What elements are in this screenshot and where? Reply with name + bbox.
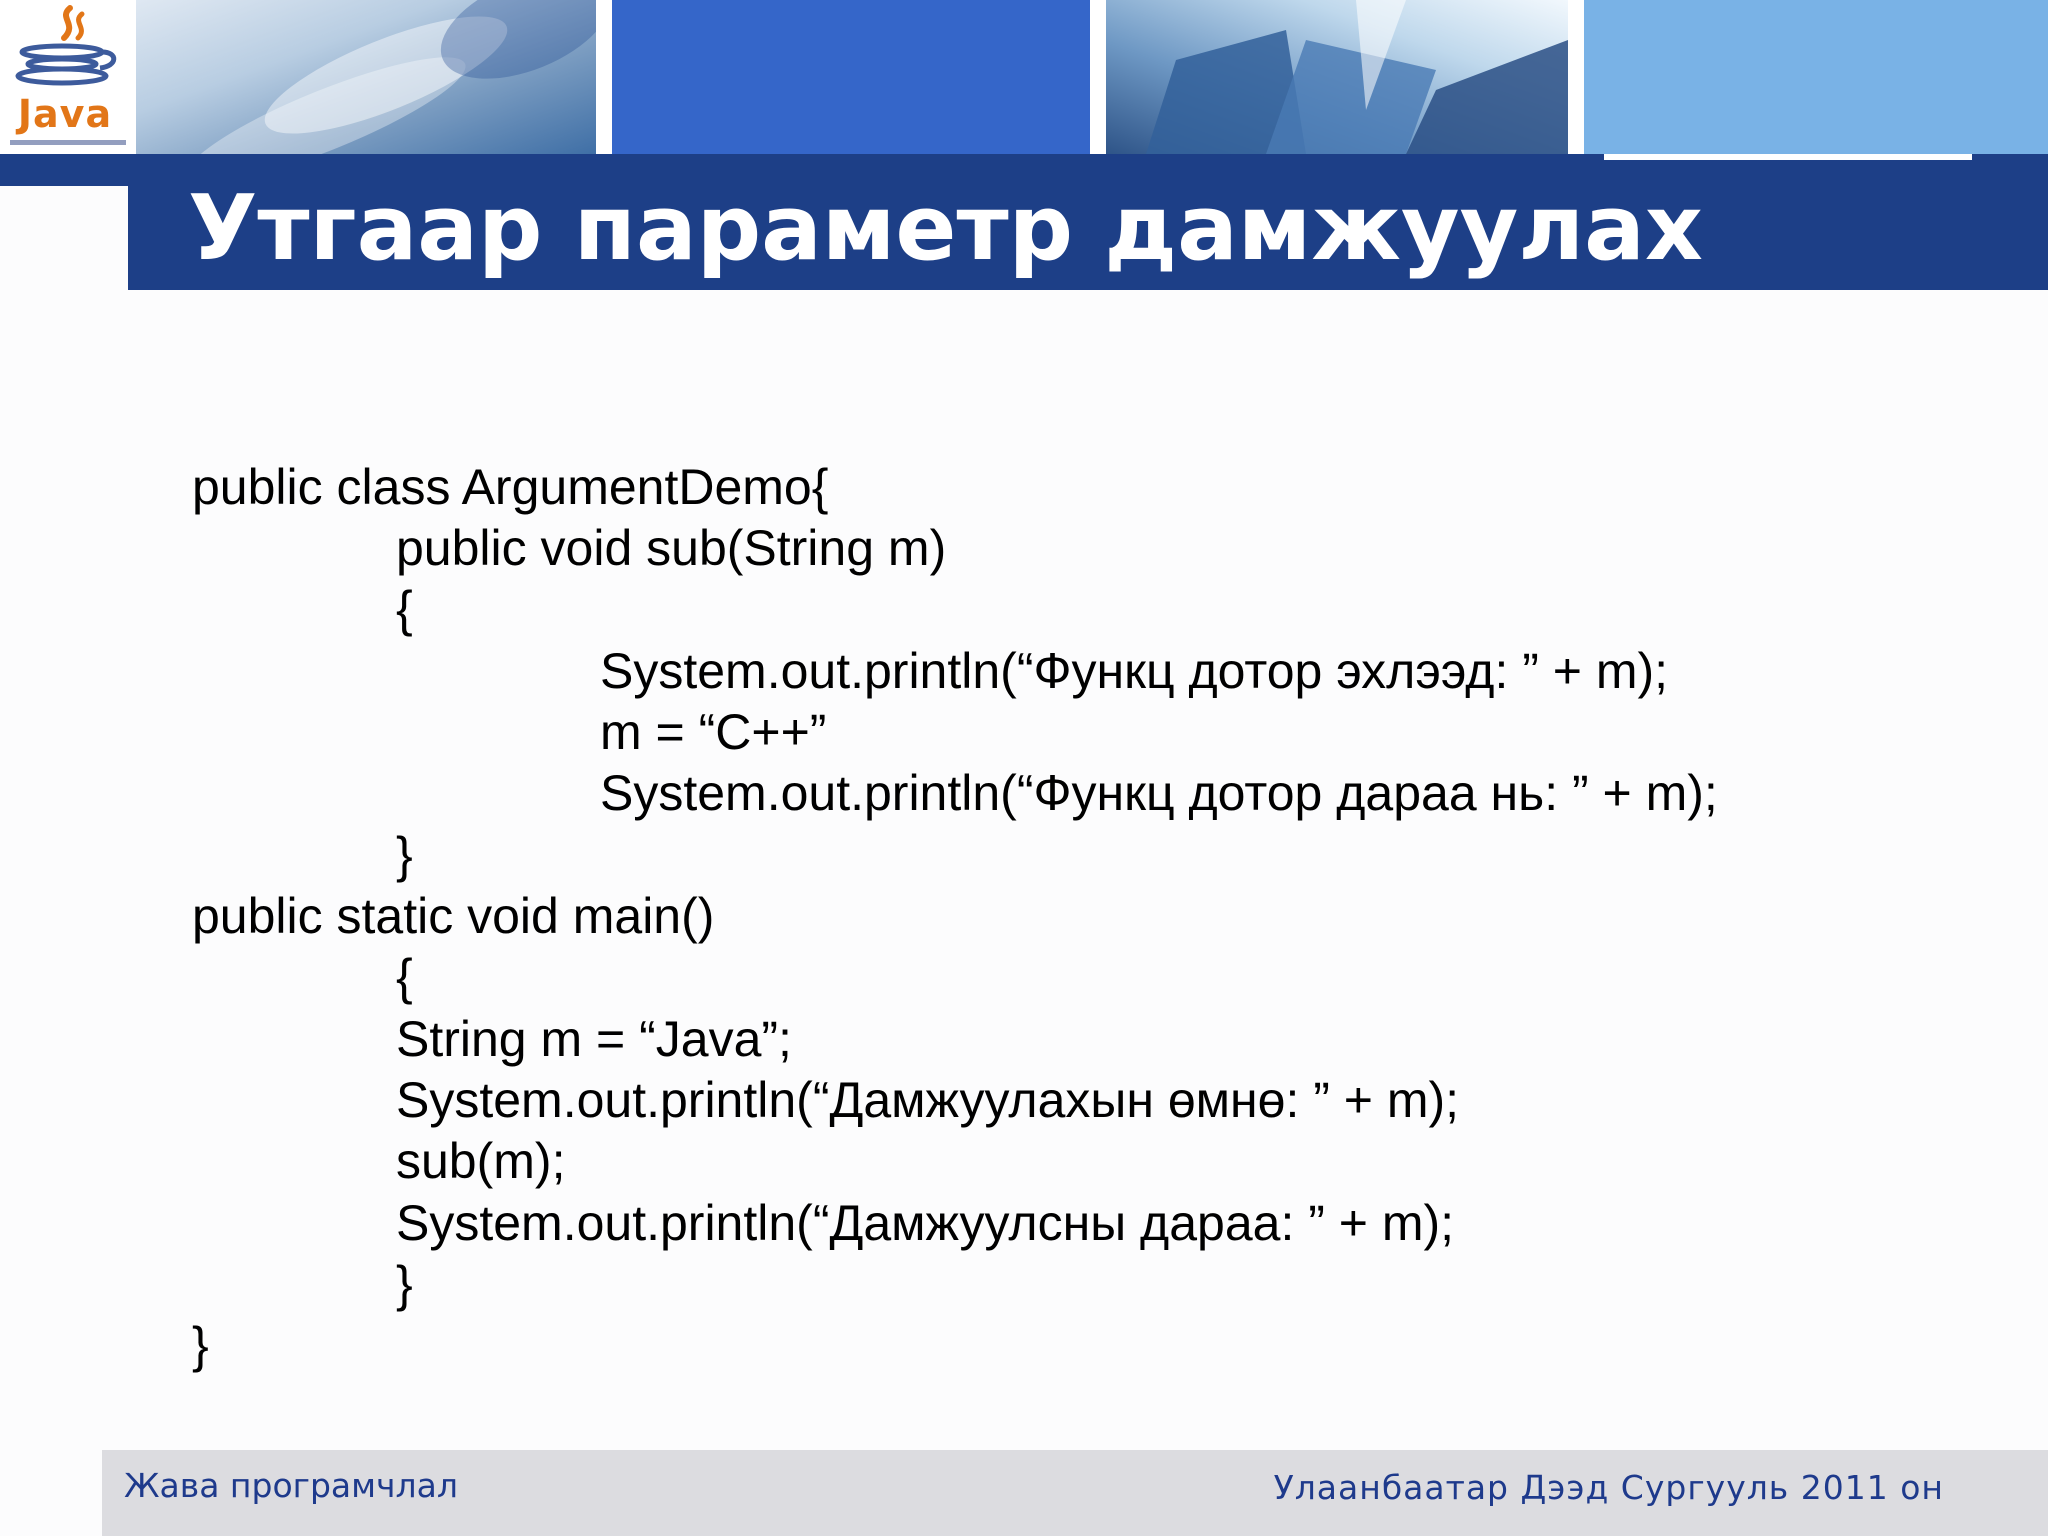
logo-subline xyxy=(10,140,126,145)
code-line: sub(m); xyxy=(396,1133,566,1189)
banner-gap xyxy=(1090,0,1106,154)
code-line: public static void main() xyxy=(192,888,715,944)
code-line: } xyxy=(192,1317,209,1373)
code-line: String m = “Java”; xyxy=(396,1011,792,1067)
code-line: } xyxy=(396,1256,413,1312)
code-line: System.out.println(“Дамжуулсны дараа: ” + m); xyxy=(396,1195,1455,1251)
footer xyxy=(102,1450,2048,1536)
footer-course-name: Жава програмчлал xyxy=(124,1466,458,1505)
code-line: public void sub(String m) xyxy=(396,520,947,576)
banner-gap xyxy=(596,0,612,154)
code-line: public class ArgumentDemo{ xyxy=(192,459,829,515)
code-line: m = “C++” xyxy=(600,704,827,760)
code-line: System.out.println(“Функц дотор эхлээд: ” + m); xyxy=(600,643,1669,699)
banner-image-hands xyxy=(136,0,596,154)
banner-blue-panel xyxy=(612,0,1090,154)
title-accent-line xyxy=(1604,154,1972,160)
code-line: System.out.println(“Функц дотор дараа нь: ” + m); xyxy=(600,765,1718,821)
header-banner xyxy=(0,0,2048,281)
logo-text: Java xyxy=(17,92,113,136)
footer-institution: Улаанбаатар Дээд Сургууль 2011 он xyxy=(1273,1468,1944,1507)
java-logo xyxy=(0,0,136,154)
slide-title: Утгаар параметр дамжуулах xyxy=(188,176,1703,281)
banner-gap xyxy=(1568,0,1584,154)
banner-image-buildings xyxy=(1106,0,1568,154)
code-line: } xyxy=(396,827,413,883)
banner-light-panel xyxy=(1584,0,2048,154)
code-line: System.out.println(“Дамжуулахын өмнө: ” + m); xyxy=(396,1072,1460,1128)
code-line: { xyxy=(396,581,413,637)
title-strip xyxy=(0,154,128,186)
buildings-graphic xyxy=(1106,0,1568,154)
java-coffee-cup-icon xyxy=(0,0,130,100)
code-line: { xyxy=(396,949,413,1005)
